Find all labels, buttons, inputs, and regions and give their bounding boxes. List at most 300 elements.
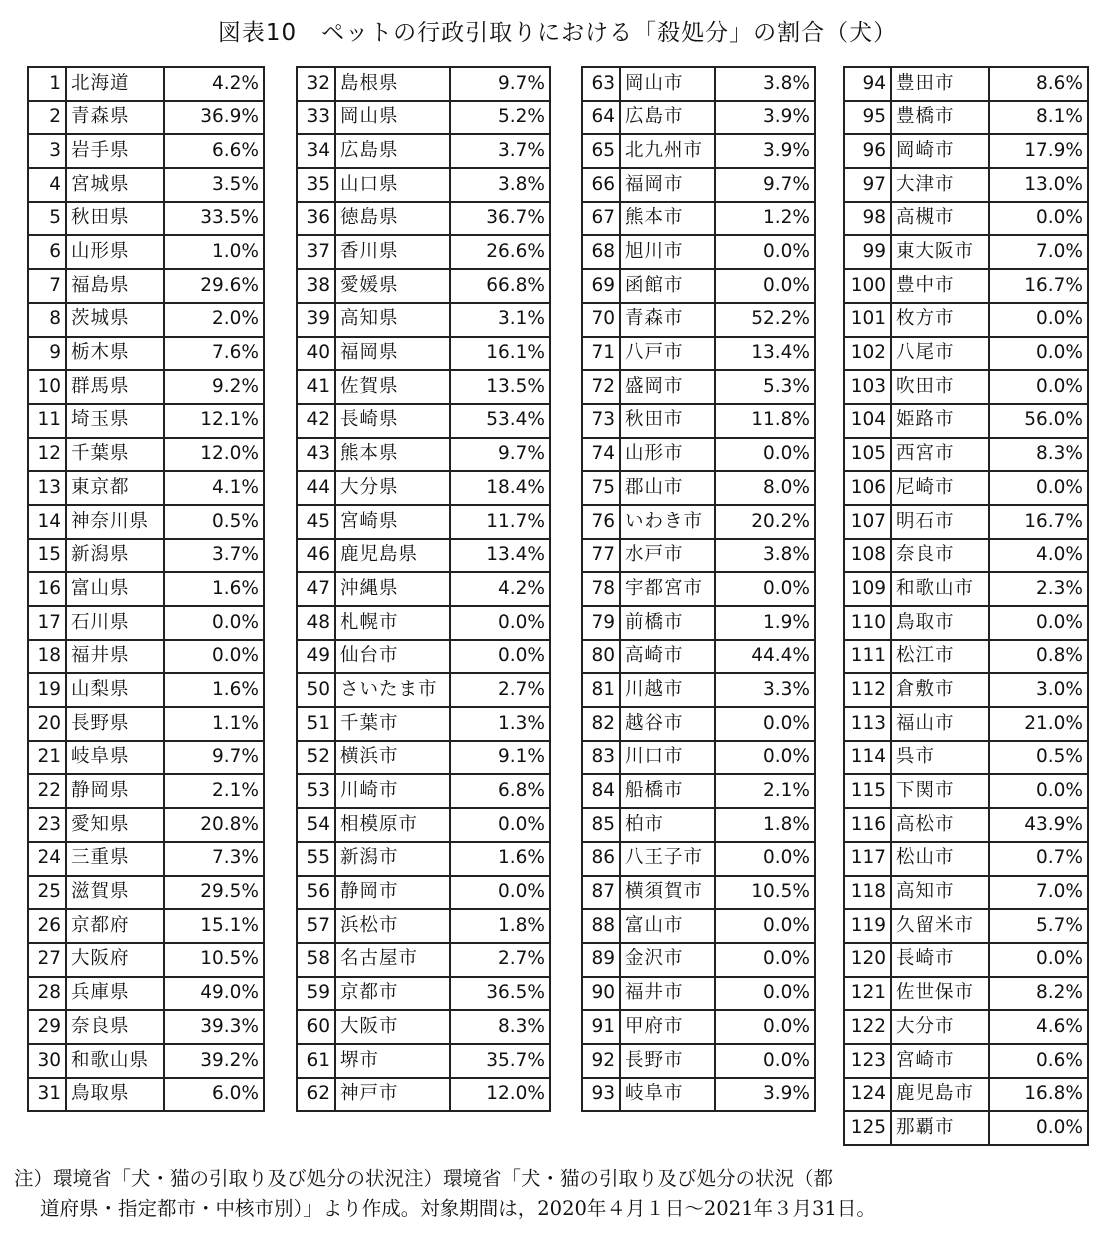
- municipality-name: 神戸市: [335, 1078, 450, 1112]
- municipality-name: いわき市: [620, 505, 715, 539]
- row-number: 36: [297, 202, 335, 236]
- table-row: [28, 842, 264, 876]
- table-row: [582, 235, 815, 269]
- row-number: 31: [28, 1078, 66, 1112]
- municipality-name: 久留米市: [891, 909, 989, 943]
- table-row: [844, 101, 1088, 135]
- kill-rate-value: 3.9%: [715, 101, 815, 135]
- kill-rate-value: 0.0%: [715, 269, 815, 303]
- table-row: [28, 876, 264, 910]
- table-row: [297, 741, 550, 775]
- municipality-name: 福山市: [891, 707, 989, 741]
- row-number: 41: [297, 370, 335, 404]
- municipality-name: 沖縄県: [335, 572, 450, 606]
- table-row: [844, 370, 1088, 404]
- municipality-name: 尼崎市: [891, 471, 989, 505]
- row-number: 16: [28, 572, 66, 606]
- kill-rate-value: 0.0%: [450, 606, 550, 640]
- kill-rate-value: 3.8%: [715, 539, 815, 573]
- municipality-name: 茨城県: [66, 303, 164, 337]
- table-row: [844, 606, 1088, 640]
- kill-rate-value: 29.6%: [164, 269, 264, 303]
- note-line-1: 注）環境省「犬・猫の引取り及び処分の状況注）環境省「犬・猫の引取り及び処分の状況（都: [14, 1167, 834, 1190]
- kill-rate-value: 3.7%: [450, 134, 550, 168]
- table-row: [844, 404, 1088, 438]
- kill-rate-value: 5.2%: [450, 101, 550, 135]
- table-row: [297, 235, 550, 269]
- table-row: [582, 438, 815, 472]
- row-number: 118: [844, 876, 891, 910]
- municipality-name: 越谷市: [620, 707, 715, 741]
- row-number: 90: [582, 977, 620, 1011]
- table-row: [28, 977, 264, 1011]
- municipality-name: 三重県: [66, 842, 164, 876]
- kill-rate-value: 0.0%: [715, 1044, 815, 1078]
- kill-rate-value: 21.0%: [989, 707, 1088, 741]
- table-row: [844, 202, 1088, 236]
- row-number: 100: [844, 269, 891, 303]
- row-number: 55: [297, 842, 335, 876]
- kill-rate-value: 0.6%: [989, 1044, 1088, 1078]
- municipality-name: 北海道: [66, 67, 164, 101]
- kill-rate-value: 0.0%: [989, 370, 1088, 404]
- municipality-name: 八尾市: [891, 337, 989, 371]
- table-row: [582, 1044, 815, 1078]
- row-number: 30: [28, 1044, 66, 1078]
- table-row: [297, 943, 550, 977]
- row-number: 38: [297, 269, 335, 303]
- row-number: 52: [297, 741, 335, 775]
- municipality-name: 呉市: [891, 741, 989, 775]
- row-number: 11: [28, 404, 66, 438]
- table-row: [297, 673, 550, 707]
- municipality-name: 八戸市: [620, 337, 715, 371]
- row-number: 121: [844, 977, 891, 1011]
- kill-rate-value: 0.0%: [989, 202, 1088, 236]
- table-row: [582, 741, 815, 775]
- row-number: 51: [297, 707, 335, 741]
- table-row: [582, 977, 815, 1011]
- row-number: 113: [844, 707, 891, 741]
- table-row: [582, 909, 815, 943]
- table-row: [28, 168, 264, 202]
- municipality-name: 山形市: [620, 438, 715, 472]
- municipality-name: 富山市: [620, 909, 715, 943]
- table-row: [844, 235, 1088, 269]
- row-number: 68: [582, 235, 620, 269]
- table-row: [844, 303, 1088, 337]
- row-number: 37: [297, 235, 335, 269]
- table-row: [844, 505, 1088, 539]
- kill-rate-value: 53.4%: [450, 404, 550, 438]
- municipality-name: 奈良市: [891, 539, 989, 573]
- kill-rate-value: 0.0%: [715, 842, 815, 876]
- table-row: [582, 404, 815, 438]
- municipality-name: 盛岡市: [620, 370, 715, 404]
- table-row: [28, 303, 264, 337]
- kill-rate-value: 0.5%: [989, 741, 1088, 775]
- row-number: 104: [844, 404, 891, 438]
- kill-rate-value: 3.8%: [715, 67, 815, 101]
- municipality-name: 柏市: [620, 808, 715, 842]
- row-number: 98: [844, 202, 891, 236]
- row-number: 44: [297, 471, 335, 505]
- municipality-name: 千葉市: [335, 707, 450, 741]
- kill-rate-value: 0.0%: [450, 808, 550, 842]
- municipality-name: 京都府: [66, 909, 164, 943]
- table-row: [844, 876, 1088, 910]
- kill-rate-value: 2.1%: [164, 774, 264, 808]
- table-row: [28, 134, 264, 168]
- table-row: [297, 808, 550, 842]
- row-number: 65: [582, 134, 620, 168]
- kill-rate-value: 0.5%: [164, 505, 264, 539]
- row-number: 48: [297, 606, 335, 640]
- table-row: [28, 606, 264, 640]
- row-number: 46: [297, 539, 335, 573]
- kill-rate-value: 8.3%: [450, 1010, 550, 1044]
- kill-rate-value: 36.5%: [450, 977, 550, 1011]
- table-row: [297, 1044, 550, 1078]
- municipality-name: 熊本市: [620, 202, 715, 236]
- row-number: 93: [582, 1078, 620, 1112]
- table-row: [297, 134, 550, 168]
- row-number: 84: [582, 774, 620, 808]
- municipality-name: 山形県: [66, 235, 164, 269]
- municipality-name: 川口市: [620, 741, 715, 775]
- kill-rate-value: 13.4%: [450, 539, 550, 573]
- kill-rate-value: 36.7%: [450, 202, 550, 236]
- kill-rate-value: 66.8%: [450, 269, 550, 303]
- kill-rate-value: 0.0%: [715, 977, 815, 1011]
- table-row: [582, 1010, 815, 1044]
- table-column-4: [843, 66, 1089, 1146]
- row-number: 7: [28, 269, 66, 303]
- kill-rate-value: 0.0%: [715, 741, 815, 775]
- municipality-name: 枚方市: [891, 303, 989, 337]
- municipality-name: 岡山市: [620, 67, 715, 101]
- municipality-name: 福島県: [66, 269, 164, 303]
- kill-rate-value: 2.7%: [450, 673, 550, 707]
- kill-rate-value: 0.0%: [989, 1111, 1088, 1145]
- kill-rate-value: 0.0%: [989, 943, 1088, 977]
- source-note: [14, 1164, 1106, 1224]
- row-number: 50: [297, 673, 335, 707]
- kill-rate-value: 9.2%: [164, 370, 264, 404]
- municipality-name: 岐阜県: [66, 741, 164, 775]
- municipality-name: 長崎県: [335, 404, 450, 438]
- row-number: 119: [844, 909, 891, 943]
- kill-rate-value: 0.7%: [989, 842, 1088, 876]
- row-number: 23: [28, 808, 66, 842]
- table-row: [28, 101, 264, 135]
- municipality-name: 宮城県: [66, 168, 164, 202]
- table-column-2: [296, 66, 551, 1112]
- table-row: [297, 640, 550, 674]
- municipality-name: 岩手県: [66, 134, 164, 168]
- kill-rate-value: 10.5%: [164, 943, 264, 977]
- kill-rate-value: 35.7%: [450, 1044, 550, 1078]
- kill-rate-value: 6.6%: [164, 134, 264, 168]
- kill-rate-value: 6.8%: [450, 774, 550, 808]
- kill-rate-value: 9.1%: [450, 741, 550, 775]
- table-row: [297, 337, 550, 371]
- kill-rate-value: 16.1%: [450, 337, 550, 371]
- municipality-name: 高崎市: [620, 640, 715, 674]
- municipality-name: 川崎市: [335, 774, 450, 808]
- table-row: [297, 977, 550, 1011]
- municipality-name: 鹿児島市: [891, 1078, 989, 1112]
- row-number: 53: [297, 774, 335, 808]
- table-row: [844, 1010, 1088, 1044]
- municipality-name: 旭川市: [620, 235, 715, 269]
- municipality-name: 愛媛県: [335, 269, 450, 303]
- municipality-name: 豊橋市: [891, 101, 989, 135]
- table-row: [297, 909, 550, 943]
- table-row: [582, 707, 815, 741]
- municipality-name: 甲府市: [620, 1010, 715, 1044]
- kill-rate-value: 17.9%: [989, 134, 1088, 168]
- kill-rate-value: 6.0%: [164, 1078, 264, 1112]
- row-number: 62: [297, 1078, 335, 1112]
- row-number: 78: [582, 572, 620, 606]
- kill-rate-value: 7.0%: [989, 876, 1088, 910]
- row-number: 77: [582, 539, 620, 573]
- kill-rate-value: 0.0%: [715, 572, 815, 606]
- table-row: [582, 303, 815, 337]
- table-row: [28, 202, 264, 236]
- kill-rate-value: 12.0%: [164, 438, 264, 472]
- municipality-name: 山梨県: [66, 673, 164, 707]
- table-row: [844, 438, 1088, 472]
- table-row: [582, 606, 815, 640]
- municipality-name: 大津市: [891, 168, 989, 202]
- row-number: 57: [297, 909, 335, 943]
- row-number: 122: [844, 1010, 891, 1044]
- table-row: [297, 876, 550, 910]
- row-number: 18: [28, 640, 66, 674]
- kill-rate-value: 20.8%: [164, 808, 264, 842]
- municipality-name: 鳥取県: [66, 1078, 164, 1112]
- row-number: 39: [297, 303, 335, 337]
- table-row: [844, 337, 1088, 371]
- table-row: [582, 505, 815, 539]
- row-number: 101: [844, 303, 891, 337]
- table-column-1: [27, 66, 265, 1112]
- municipality-name: 熊本県: [335, 438, 450, 472]
- table-row: [297, 303, 550, 337]
- table-row: [582, 202, 815, 236]
- kill-rate-value: 39.3%: [164, 1010, 264, 1044]
- row-number: 61: [297, 1044, 335, 1078]
- row-number: 6: [28, 235, 66, 269]
- municipality-name: 横浜市: [335, 741, 450, 775]
- row-number: 108: [844, 539, 891, 573]
- municipality-name: 長野県: [66, 707, 164, 741]
- table-row: [28, 1010, 264, 1044]
- row-number: 112: [844, 673, 891, 707]
- table-row: [582, 67, 815, 101]
- kill-rate-value: 20.2%: [715, 505, 815, 539]
- kill-rate-value: 1.6%: [164, 572, 264, 606]
- row-number: 97: [844, 168, 891, 202]
- table-row: [844, 774, 1088, 808]
- table-row: [844, 707, 1088, 741]
- table-row: [28, 471, 264, 505]
- kill-rate-value: 18.4%: [450, 471, 550, 505]
- municipality-name: 仙台市: [335, 640, 450, 674]
- municipality-name: 佐賀県: [335, 370, 450, 404]
- kill-rate-value: 4.2%: [450, 572, 550, 606]
- table-row: [582, 943, 815, 977]
- table-row: [582, 101, 815, 135]
- municipality-name: 宮崎県: [335, 505, 450, 539]
- kill-rate-value: 29.5%: [164, 876, 264, 910]
- municipality-name: 福井市: [620, 977, 715, 1011]
- row-number: 81: [582, 673, 620, 707]
- table-row: [844, 977, 1088, 1011]
- kill-rate-value: 4.6%: [989, 1010, 1088, 1044]
- kill-rate-value: 3.7%: [164, 539, 264, 573]
- row-number: 74: [582, 438, 620, 472]
- row-number: 1: [28, 67, 66, 101]
- kill-rate-value: 0.8%: [989, 640, 1088, 674]
- kill-rate-value: 1.8%: [450, 909, 550, 943]
- row-number: 32: [297, 67, 335, 101]
- table-row: [582, 808, 815, 842]
- row-number: 109: [844, 572, 891, 606]
- table-row: [582, 673, 815, 707]
- row-number: 89: [582, 943, 620, 977]
- table-row: [844, 269, 1088, 303]
- municipality-name: 和歌山県: [66, 1044, 164, 1078]
- row-number: 4: [28, 168, 66, 202]
- municipality-name: 那覇市: [891, 1111, 989, 1145]
- row-number: 8: [28, 303, 66, 337]
- kill-rate-value: 13.0%: [989, 168, 1088, 202]
- row-number: 58: [297, 943, 335, 977]
- municipality-name: 鳥取市: [891, 606, 989, 640]
- table-row: [28, 67, 264, 101]
- kill-rate-value: 13.5%: [450, 370, 550, 404]
- row-number: 9: [28, 337, 66, 371]
- municipality-name: 島根県: [335, 67, 450, 101]
- row-number: 27: [28, 943, 66, 977]
- table-row: [28, 370, 264, 404]
- table-row: [28, 640, 264, 674]
- kill-rate-value: 2.0%: [164, 303, 264, 337]
- municipality-name: 下関市: [891, 774, 989, 808]
- table-row: [28, 707, 264, 741]
- row-number: 70: [582, 303, 620, 337]
- table-row: [297, 572, 550, 606]
- kill-rate-value: 4.2%: [164, 67, 264, 101]
- row-number: 3: [28, 134, 66, 168]
- row-number: 123: [844, 1044, 891, 1078]
- table-row: [844, 673, 1088, 707]
- row-number: 82: [582, 707, 620, 741]
- row-number: 105: [844, 438, 891, 472]
- row-number: 85: [582, 808, 620, 842]
- municipality-name: 新潟県: [66, 539, 164, 573]
- municipality-name: 横須賀市: [620, 876, 715, 910]
- municipality-name: 大分市: [891, 1010, 989, 1044]
- kill-rate-value: 56.0%: [989, 404, 1088, 438]
- municipality-name: 新潟市: [335, 842, 450, 876]
- row-number: 35: [297, 168, 335, 202]
- table-row: [844, 471, 1088, 505]
- row-number: 71: [582, 337, 620, 371]
- kill-rate-value: 10.5%: [715, 876, 815, 910]
- table-row: [297, 774, 550, 808]
- row-number: 40: [297, 337, 335, 371]
- table-row: [28, 1044, 264, 1078]
- municipality-name: 神奈川県: [66, 505, 164, 539]
- kill-rate-value: 11.8%: [715, 404, 815, 438]
- kill-rate-value: 0.0%: [715, 943, 815, 977]
- municipality-name: 倉敷市: [891, 673, 989, 707]
- row-number: 75: [582, 471, 620, 505]
- municipality-name: 長崎市: [891, 943, 989, 977]
- table-row: [844, 1111, 1088, 1145]
- row-number: 87: [582, 876, 620, 910]
- kill-rate-value: 8.1%: [989, 101, 1088, 135]
- row-number: 56: [297, 876, 335, 910]
- row-number: 103: [844, 370, 891, 404]
- municipality-name: 堺市: [335, 1044, 450, 1078]
- row-number: 47: [297, 572, 335, 606]
- row-number: 29: [28, 1010, 66, 1044]
- municipality-name: 大阪府: [66, 943, 164, 977]
- kill-rate-value: 7.0%: [989, 235, 1088, 269]
- municipality-name: 郡山市: [620, 471, 715, 505]
- table-row: [582, 269, 815, 303]
- municipality-name: 相模原市: [335, 808, 450, 842]
- kill-rate-value: 3.3%: [715, 673, 815, 707]
- table-row: [28, 1078, 264, 1112]
- municipality-name: 岡崎市: [891, 134, 989, 168]
- row-number: 115: [844, 774, 891, 808]
- kill-rate-value: 3.9%: [715, 1078, 815, 1112]
- kill-rate-value: 2.7%: [450, 943, 550, 977]
- municipality-name: 高知市: [891, 876, 989, 910]
- kill-rate-value: 0.0%: [715, 909, 815, 943]
- municipality-name: 千葉県: [66, 438, 164, 472]
- table-row: [297, 606, 550, 640]
- municipality-name: 岡山県: [335, 101, 450, 135]
- table-row: [844, 741, 1088, 775]
- row-number: 17: [28, 606, 66, 640]
- kill-rate-value: 36.9%: [164, 101, 264, 135]
- municipality-name: 大分県: [335, 471, 450, 505]
- row-number: 117: [844, 842, 891, 876]
- kill-rate-value: 1.8%: [715, 808, 815, 842]
- row-number: 15: [28, 539, 66, 573]
- municipality-name: 川越市: [620, 673, 715, 707]
- kill-rate-value: 3.0%: [989, 673, 1088, 707]
- row-number: 106: [844, 471, 891, 505]
- kill-rate-value: 0.0%: [715, 1010, 815, 1044]
- municipality-name: 富山県: [66, 572, 164, 606]
- row-number: 43: [297, 438, 335, 472]
- row-number: 10: [28, 370, 66, 404]
- municipality-name: 栃木県: [66, 337, 164, 371]
- table-row: [582, 471, 815, 505]
- kill-rate-value: 52.2%: [715, 303, 815, 337]
- table-row: [844, 943, 1088, 977]
- kill-rate-value: 0.0%: [989, 303, 1088, 337]
- table-row: [28, 808, 264, 842]
